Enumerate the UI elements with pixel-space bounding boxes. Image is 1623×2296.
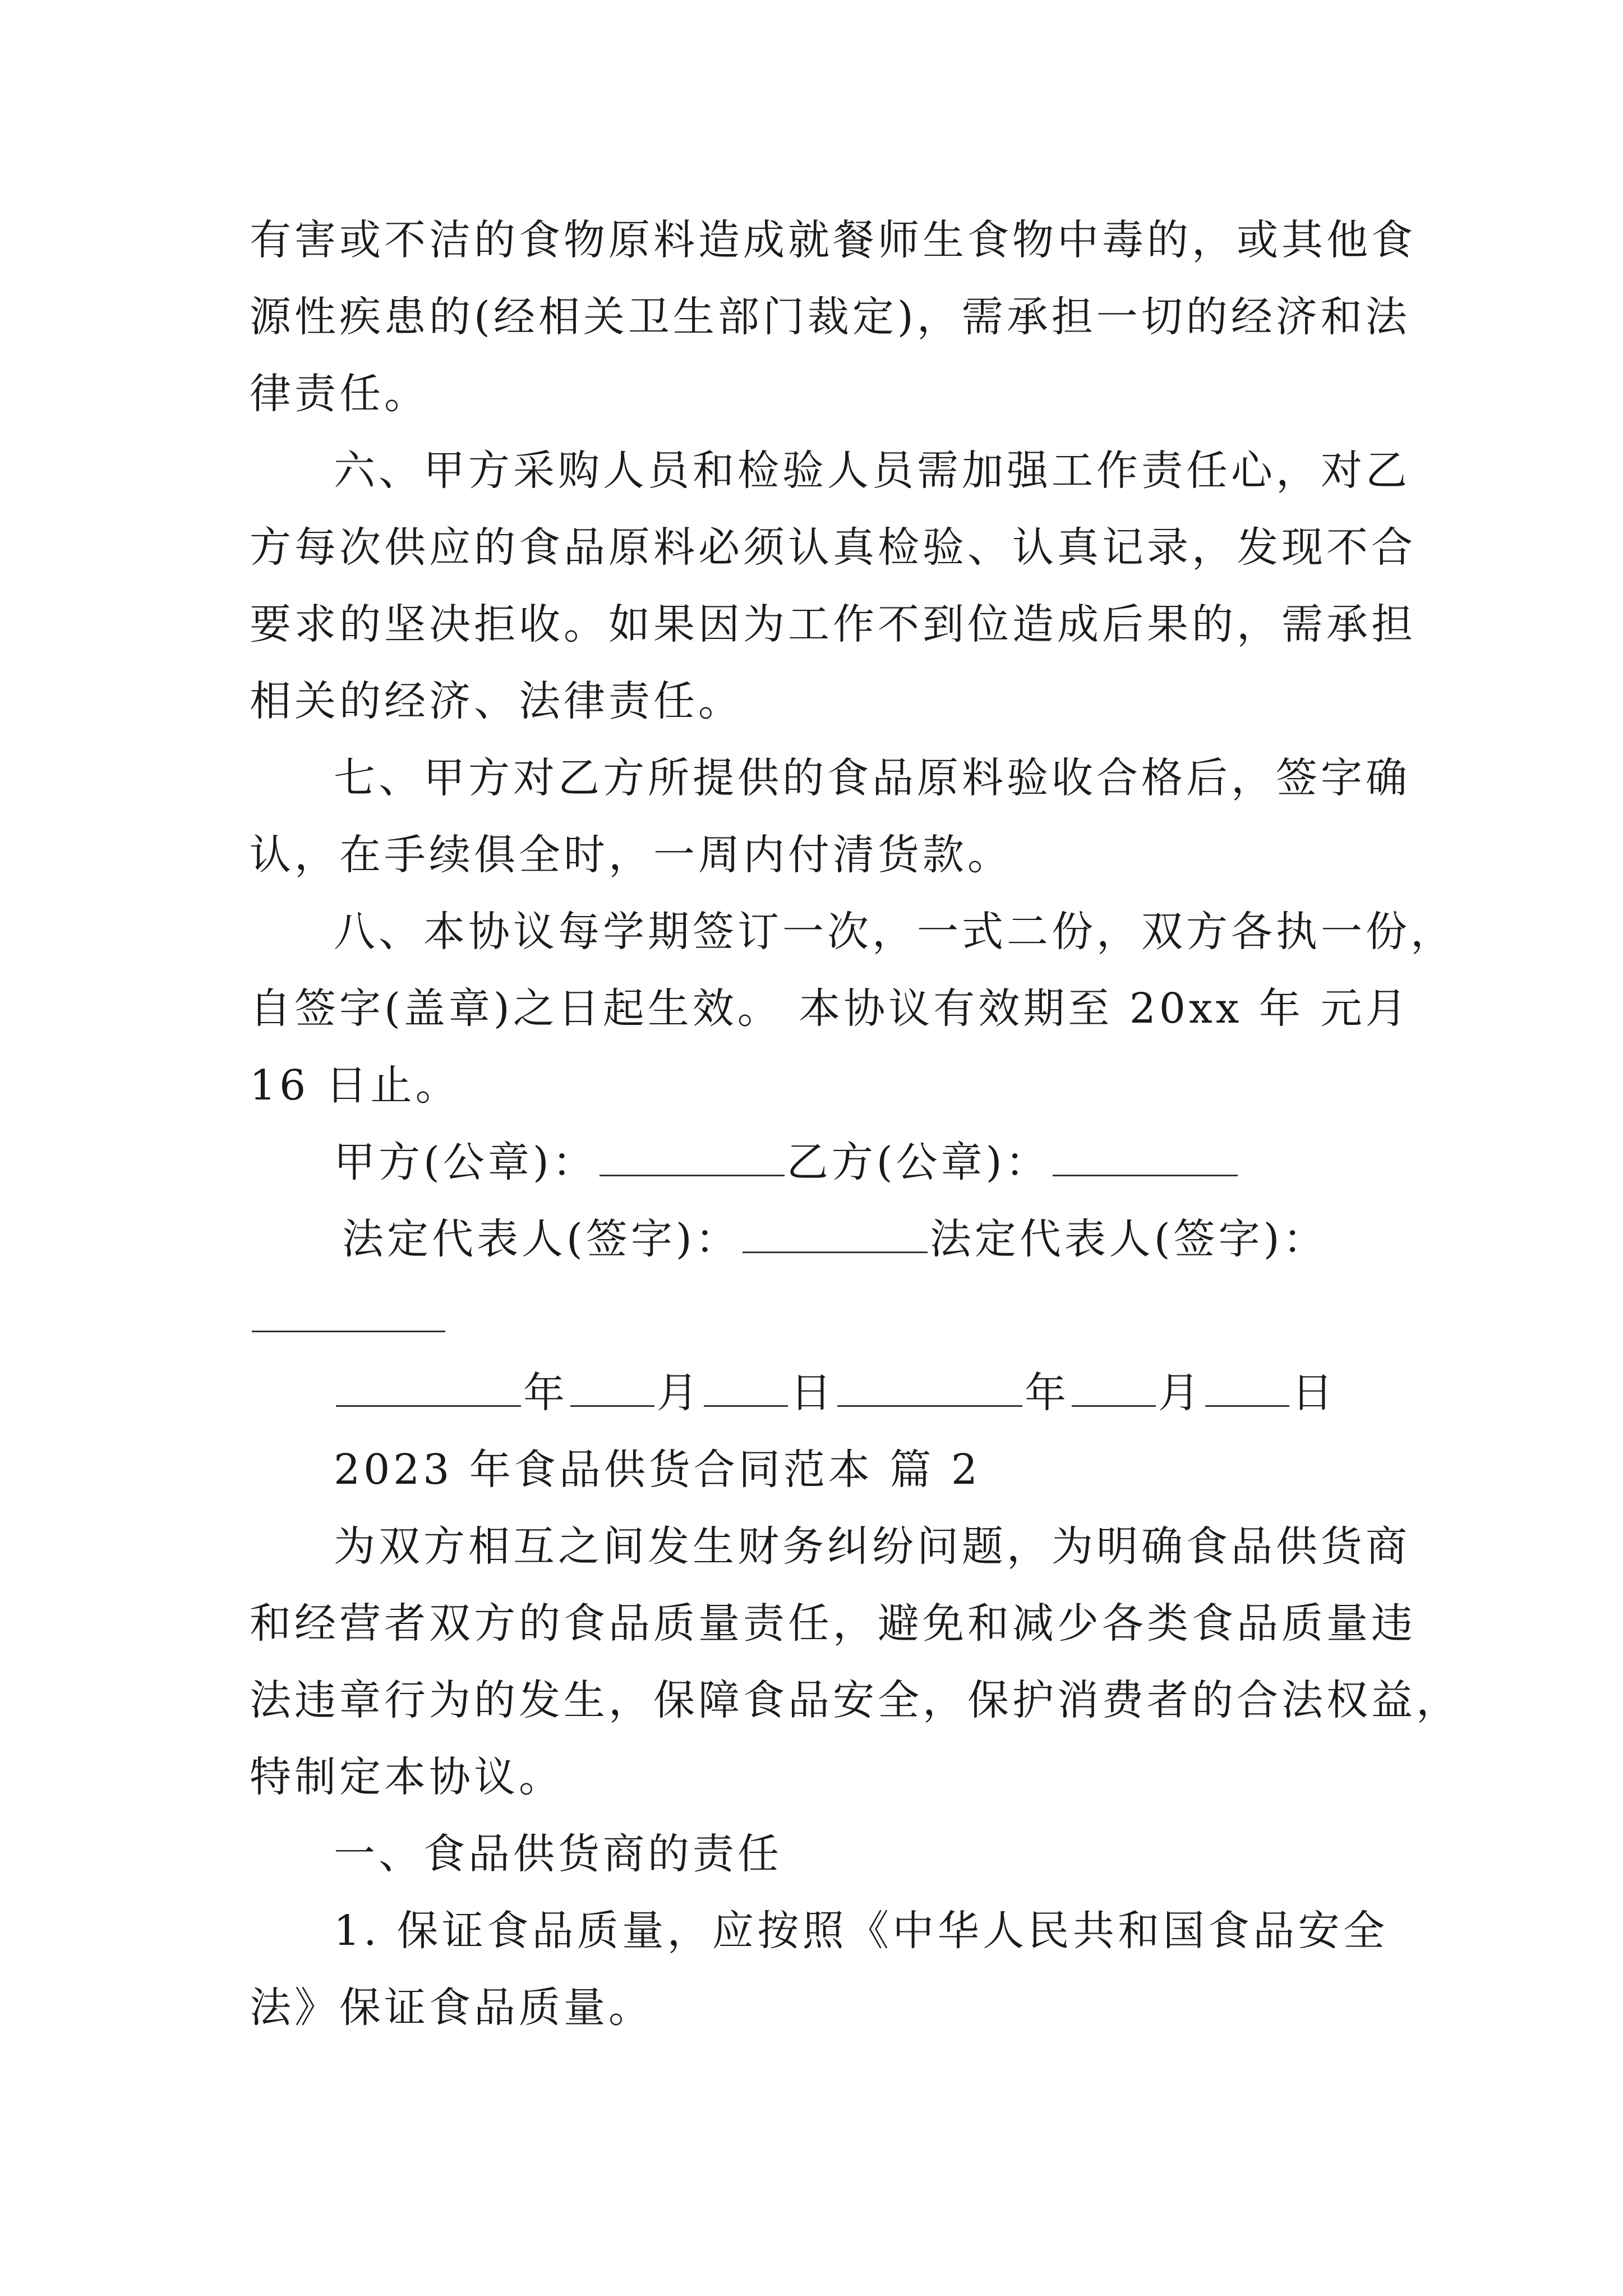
paragraph-line: 法》保证食品质量。 — [250, 1984, 653, 2032]
paragraph-line: 和经营者双方的食品质量责任，避免和减少各类食品质量违 — [250, 1599, 1416, 1648]
party-b-seal-label: 乙方(公章)： — [786, 1138, 1050, 1186]
paragraph-line: 16 日止。 — [250, 1061, 460, 1110]
paragraph-line: 七、甲方对乙方所提供的食品原料验收合格后，签字确 — [334, 754, 1410, 802]
paragraph-line: 特制定本协议。 — [250, 1753, 564, 1801]
party-b-seal-blank — [1053, 1139, 1238, 1176]
paragraph-line: 法违章行为的发生，保障食品安全，保护消费者的合法权益， — [250, 1676, 1461, 1724]
day-b-blank — [1205, 1369, 1289, 1407]
party-a-seal-blank — [600, 1139, 785, 1176]
paragraph-line: 为双方相互之间发生财务纠纷问题，为明确食品供货商 — [334, 1522, 1410, 1571]
paragraph-line: 自签字(盖章)之日起生效。 本协议有效期至 20xx 年 元月 — [250, 984, 1410, 1033]
date-line — [250, 1355, 1388, 1432]
month-label: 月 — [1158, 1369, 1203, 1417]
year-label: 年 — [523, 1369, 568, 1417]
rep-a-label: 法定代表人(签字)： — [342, 1215, 740, 1263]
paragraph-line: 方每次供应的食品原料必须认真检验、认真记录，发现不合 — [250, 523, 1416, 572]
rep-b-blank-line — [250, 1278, 1388, 1355]
paragraph-line: 有害或不洁的食物原料造成就餐师生食物中毒的，或其他食 — [250, 216, 1416, 264]
year-label: 年 — [1025, 1369, 1069, 1417]
rep-a-blank — [743, 1216, 928, 1253]
year-b-blank — [837, 1369, 1022, 1407]
document-body — [250, 202, 1461, 2046]
seal-line — [250, 1124, 1388, 1201]
paragraph-line: 认，在手续俱全时，一周内付清货款。 — [250, 831, 1012, 879]
rep-b-label: 法定代表人(签字)： — [929, 1215, 1328, 1263]
day-a-blank — [704, 1369, 788, 1407]
representative-line — [250, 1201, 1388, 1278]
paragraph-line: 八、本协议每学期签订一次，一式二份，双方各执一份， — [334, 908, 1455, 956]
year-a-blank — [336, 1369, 521, 1407]
section-title: 2023 年食品供货合同范本 篇 2 — [334, 1446, 981, 1494]
month-label: 月 — [657, 1369, 702, 1417]
day-label: 日 — [790, 1369, 835, 1417]
paragraph-line: 律责任。 — [250, 370, 429, 418]
paragraph-line: 六、甲方采购人员和检验人员需加强工作责任心，对乙 — [334, 447, 1410, 495]
subsection-heading: 一、食品供货商的责任 — [334, 1830, 782, 1878]
party-a-seal-label: 甲方(公章)： — [334, 1138, 597, 1186]
paragraph-line: 源性疾患的(经相关卫生部门裁定)，需承担一切的经济和法 — [250, 293, 1410, 341]
rep-b-blank — [252, 1295, 445, 1332]
month-b-blank — [1072, 1369, 1156, 1407]
paragraph-line: 要求的坚决拒收。如果因为工作不到位造成后果的，需承担 — [250, 600, 1416, 648]
paragraph-line: 相关的经济、法律责任。 — [250, 677, 743, 725]
paragraph-line: 1. 保证食品质量，应按照《中华人民共和国食品安全 — [334, 1907, 1388, 1955]
day-label: 日 — [1292, 1369, 1336, 1417]
month-a-blank — [570, 1369, 654, 1407]
